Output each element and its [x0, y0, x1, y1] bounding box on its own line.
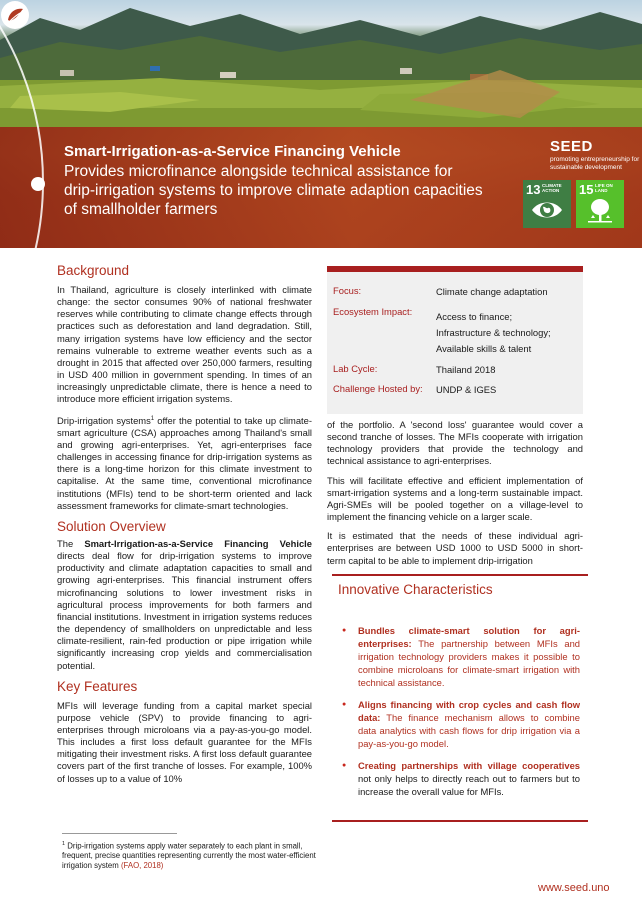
focus-value: Climate change adaptation — [436, 286, 548, 297]
page-subtitle: Provides microfinance alongside technical assistance for drip-irrigation systems to improve climate adaption capacities of smallholder farmers — [64, 163, 483, 218]
list-item — [342, 624, 580, 689]
features-heading: Key Features — [57, 678, 138, 694]
sdg-number: 13 — [526, 182, 541, 197]
footnote — [62, 840, 332, 870]
footnote-source-link[interactable]: (FAO, 2018) — [120, 860, 164, 870]
solution-name: Smart-Irrigation-as-a-Service Financing Vehicle — [84, 537, 312, 549]
item-text: not only helps to directly reach out to farmers but to increase the overall value for MFIs. — [358, 773, 580, 797]
list-item — [342, 759, 580, 798]
footnote-ref: 1 — [150, 415, 155, 422]
solution-body: directs deal flow for drip-irrigation systems to improve productivity and climate adaptation capacities to small and growing agri-enterprises. This financial instrument offers microfinancing solutions to lower investment risks in agricultural process improvements for both farmers and financial institutions. Investment in irrigation systems reduces the dependency of smallholders on unpredictable and less climate-resilient, rain-fed production or pipe irrigation while significantly increasing crop yields and commercialisation potential. — [57, 550, 312, 671]
sdg-label: LIFE ON LAND — [595, 183, 613, 193]
seed-logo-icon — [0, 0, 30, 30]
sdg-label: CLIMATE ACTION — [542, 183, 562, 193]
item-title: Bundles climate-smart solution for agri-enterprises: — [358, 625, 580, 649]
list-item — [342, 698, 580, 750]
solution-paragraph — [57, 538, 312, 672]
innovative-heading: Innovative Characteristics — [338, 582, 493, 597]
eye-globe-icon — [531, 198, 563, 222]
item-title: Creating partnerships with village cooperatives — [358, 760, 580, 771]
background-paragraph: In Thailand, agriculture is closely interlinked with climate change: the sector consumes 90% of national freshwater reserves while contributing to climate change effects through practices such as deforestation and land degradation. Still, many irrigation systems have low efficiency and the sector remains vulnerable to extreme weather events such as a drought in 2015 that affected over 250,000 farmers, resulting in USD 400 million in government spending. In times of an increasingly unpredictable climate, there is hence a need to introduce more efficient irrigation systems. — [57, 284, 312, 405]
left-column — [57, 262, 312, 785]
sdg-15-badge — [576, 180, 624, 228]
labcycle-label: Lab Cycle: — [333, 363, 378, 374]
ecosystem-label: Ecosystem Impact: — [333, 306, 413, 317]
decorative-dot — [31, 177, 45, 191]
ecosystem-values — [436, 309, 576, 357]
footnote-text: Drip-irrigation systems apply water separately to each plant in small, frequent, precise quantities representing currently the most water-efficient irrigation system — [62, 841, 316, 870]
drip-lead: Drip-irrigation systems — [57, 414, 151, 426]
footnote-mark: 1 — [62, 841, 66, 847]
item-title: Aligns financing with crop cycles and cash flow data: — [358, 699, 580, 723]
focus-label: Focus: — [333, 285, 362, 296]
ecosystem-value: Access to finance; — [436, 311, 513, 322]
website-link[interactable]: www.seed.uno — [538, 882, 610, 894]
footnote-divider — [62, 833, 177, 834]
background-heading: Background — [57, 263, 130, 278]
right-column — [327, 419, 583, 574]
host-value: UNDP & IGES — [436, 384, 497, 395]
hero-banner — [0, 0, 642, 248]
drip-body: offer the potential to take up climate-smart agriculture (CSA) approaches among Thailand's small and growing agri-enterprises. Yet, agri-enterprises face challenges in accessing finance for drip-irrigation systems as there is a long-time horizon for this climate investment to capitalise. At the same time, conventional microfinance institutions (MFIs) tend to be short-term oriented and lack assessment frameworks for climate-smart technologies. — [57, 414, 312, 511]
right-paragraph-2: This will facilitate effective and efficient implementation of smart-irrigation systems and a long-term sustainable impact. Agri-SMEs will be pooled together on a village-level to implement the financing vehicle on a larger scale. — [327, 474, 583, 523]
right-paragraph-1: of the portfolio. A 'second loss' guarantee would cover a second tranche of losses. The MFIs cooperate with irrigation technology providers that provide the technology and technical assistance to agri-enterprises. — [327, 419, 583, 467]
seed-brand-name: SEED — [550, 138, 593, 155]
sdg-number: 15 — [579, 182, 594, 197]
labcycle-value: Thailand 2018 — [436, 364, 496, 375]
ecosystem-value: Available skills & talent — [436, 343, 532, 354]
item-text: The partnership between MFIs and irrigation technology providers makes it possible to combine microloans for climate-smart irrigation with technical assistance. — [358, 638, 580, 688]
tree-icon — [584, 198, 616, 226]
solution-lead: The — [57, 537, 85, 549]
page-title: Smart-Irrigation-as-a-Service Financing Vehicle — [64, 143, 401, 160]
seed-tagline: promoting entrepreneurship for sustainable development — [550, 156, 640, 171]
sdg-13-badge — [523, 180, 571, 228]
ecosystem-value: Infrastructure & technology; — [436, 327, 551, 338]
info-box — [327, 266, 583, 414]
host-label: Challenge Hosted by: — [333, 383, 423, 394]
item-text: The finance mechanism allows to combine data analytics with cash flows for drip irrigation via a pay-as-you-go model. — [358, 712, 580, 749]
innovative-box — [332, 574, 588, 822]
innovative-list — [342, 624, 580, 807]
features-paragraph: MFIs will leverage funding from a capital market special purpose vehicle (SPV) to provide financing to agri-enterprises through microloans via a pay-as-you-go model. This includes a first loss default guarantee for the MFIs mitigating their investment risks. A first loss default guarantee covers part of the first tranche of losses. For example, 100% of losses up to a value of 10% — [57, 699, 312, 784]
drip-irrigation-paragraph — [57, 413, 312, 512]
solution-heading: Solution Overview — [57, 518, 166, 534]
right-paragraph-3: It is estimated that the needs of these individual agri-enterprises are between USD 1000 to USD 5000 in short-term capital to be able to implement drip-irrigation — [327, 530, 583, 566]
